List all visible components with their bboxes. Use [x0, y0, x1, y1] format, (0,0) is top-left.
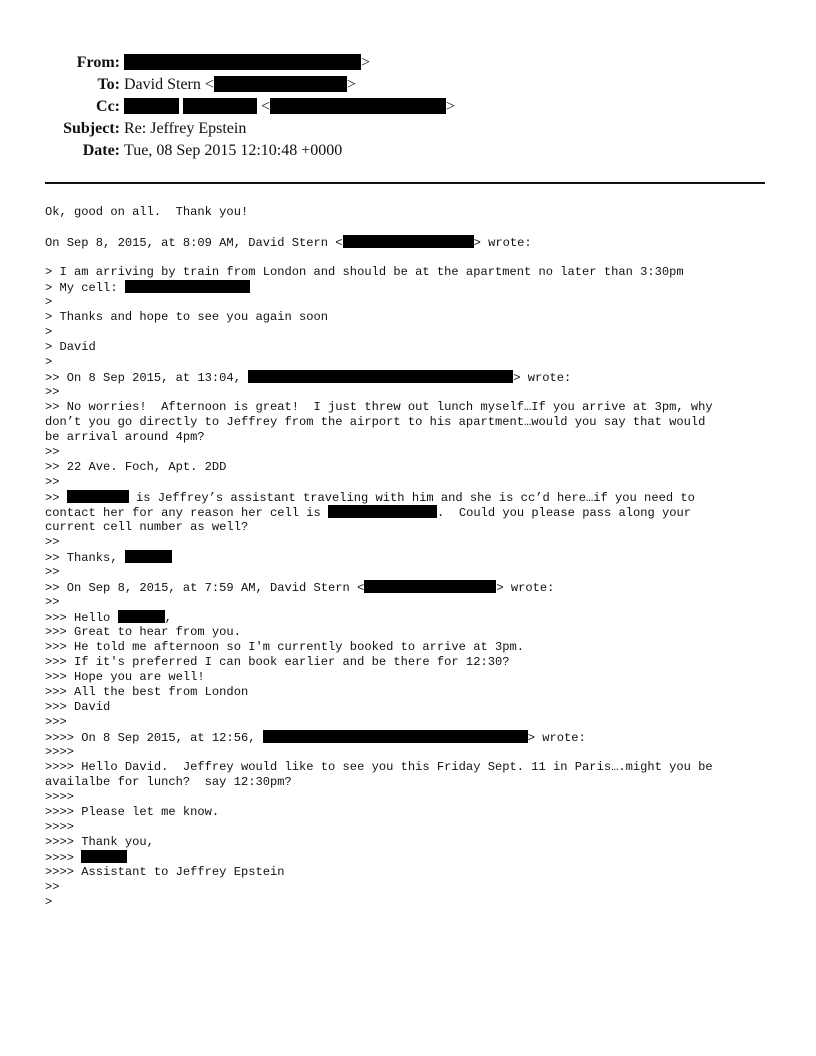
body-line: >> — [45, 880, 60, 894]
body-line: >> — [45, 535, 60, 549]
redaction-block — [270, 98, 446, 114]
body-line: >> — [45, 475, 60, 489]
redaction-block — [124, 54, 361, 70]
redaction-block — [125, 550, 172, 563]
subject-label: Subject: — [63, 120, 120, 137]
cc-label: Cc: — [96, 98, 120, 115]
redaction-block — [364, 580, 496, 593]
from-row — [0, 52, 816, 74]
body-line: >> On Sep 8, 2015, at 7:59 AM, David Stern < > wrote: — [45, 581, 555, 595]
to-value: David Stern < > — [124, 76, 356, 93]
redaction-block — [118, 610, 165, 623]
body-line: >>> Hope you are well! — [45, 670, 205, 684]
redaction-block — [248, 370, 513, 383]
body-line: >> is Jeffrey’s assistant traveling with him and she is cc’d here…if you need to — [45, 491, 695, 505]
from-label: From: — [76, 54, 120, 71]
header-divider — [45, 182, 765, 184]
to-row — [0, 74, 816, 96]
body-line: contact her for any reason her cell is . Could you please pass along your — [45, 506, 692, 520]
redaction-block — [67, 490, 129, 503]
body-line: > — [45, 895, 53, 909]
body-line: >>> If it's preferred I can book earlier and be there for 12:30? — [45, 655, 510, 669]
body-line — [45, 250, 775, 265]
date-value: Tue, 08 Sep 2015 12:10:48 +0000 — [124, 142, 343, 159]
redaction-block — [343, 235, 474, 248]
body-line: >>> David — [45, 700, 111, 714]
body-line: be arrival around 4pm? — [45, 430, 205, 444]
body-line: >>> He told me afternoon so I'm currently booked to arrive at 3pm. — [45, 640, 524, 654]
body-line: >> Thanks, — [45, 550, 775, 565]
body-line: >>>> Hello David. Jeffrey would like to see you this Friday Sept. 11 in Paris….might you be — [45, 760, 713, 774]
body-line: >>>> Assistant to Jeffrey Epstein — [45, 865, 285, 879]
body-line: >> — [45, 385, 60, 399]
redaction-block — [124, 98, 179, 114]
body-line: > I am arriving by train from London and should be at the apartment no later than 3:30pm — [45, 265, 684, 279]
cc-row — [0, 96, 816, 118]
body-line: >> — [45, 595, 60, 609]
body-line: >> — [45, 445, 60, 459]
body-line: >>>> — [45, 790, 75, 804]
redaction-block — [214, 76, 347, 92]
body-line: >>>> On 8 Sep 2015, at 12:56, > wrote: — [45, 731, 586, 745]
body-line: > My cell: — [45, 280, 775, 295]
date-label: Date: — [82, 142, 120, 159]
body-line — [45, 220, 775, 235]
body-line: >>> — [45, 715, 67, 729]
body-line: >>> Hello , — [45, 611, 172, 625]
email-header — [0, 52, 816, 162]
body-line: >> — [45, 565, 60, 579]
body-line: >> 22 Ave. Foch, Apt. 2DD — [45, 460, 227, 474]
email-body — [45, 205, 775, 910]
body-line: > — [45, 355, 53, 369]
body-line: >> No worries! Afternoon is great! I just threw out lunch myself…If you arrive at 3pm, why — [45, 400, 713, 414]
body-line: Ok, good on all. Thank you! — [45, 205, 249, 219]
subject-row — [0, 118, 816, 140]
date-row — [0, 140, 816, 162]
body-line: > David — [45, 340, 96, 354]
redaction-block — [125, 280, 250, 293]
body-line: current cell number as well? — [45, 520, 249, 534]
from-value: > — [124, 52, 370, 74]
redaction-block — [183, 98, 257, 114]
body-line: > Thanks and hope to see you again soon — [45, 310, 329, 324]
body-line: >> On 8 Sep 2015, at 13:04, > wrote: — [45, 371, 572, 385]
body-line: > — [45, 325, 53, 339]
body-line: >>>> — [45, 850, 775, 865]
body-line: >>>> — [45, 820, 75, 834]
redaction-block — [81, 850, 127, 863]
body-line: >>>> Please let me know. — [45, 805, 220, 819]
body-line: On Sep 8, 2015, at 8:09 AM, David Stern < > wrote: — [45, 236, 532, 250]
body-line: >>> Great to hear from you. — [45, 625, 241, 639]
body-line: >>>> Thank you, — [45, 835, 154, 849]
body-line: >>> All the best from London — [45, 685, 249, 699]
body-line: > — [45, 295, 53, 309]
body-line: availalbe for lunch? say 12:30pm? — [45, 775, 292, 789]
body-line: don’t you go directly to Jeffrey from the airport to his apartment…would you say that would — [45, 415, 706, 429]
body-line: >>>> — [45, 745, 75, 759]
to-label: To: — [97, 76, 120, 93]
subject-value: Re: Jeffrey Epstein — [124, 120, 247, 137]
redaction-block — [328, 505, 437, 518]
cc-value: < > — [124, 96, 455, 118]
redaction-block — [263, 730, 528, 743]
